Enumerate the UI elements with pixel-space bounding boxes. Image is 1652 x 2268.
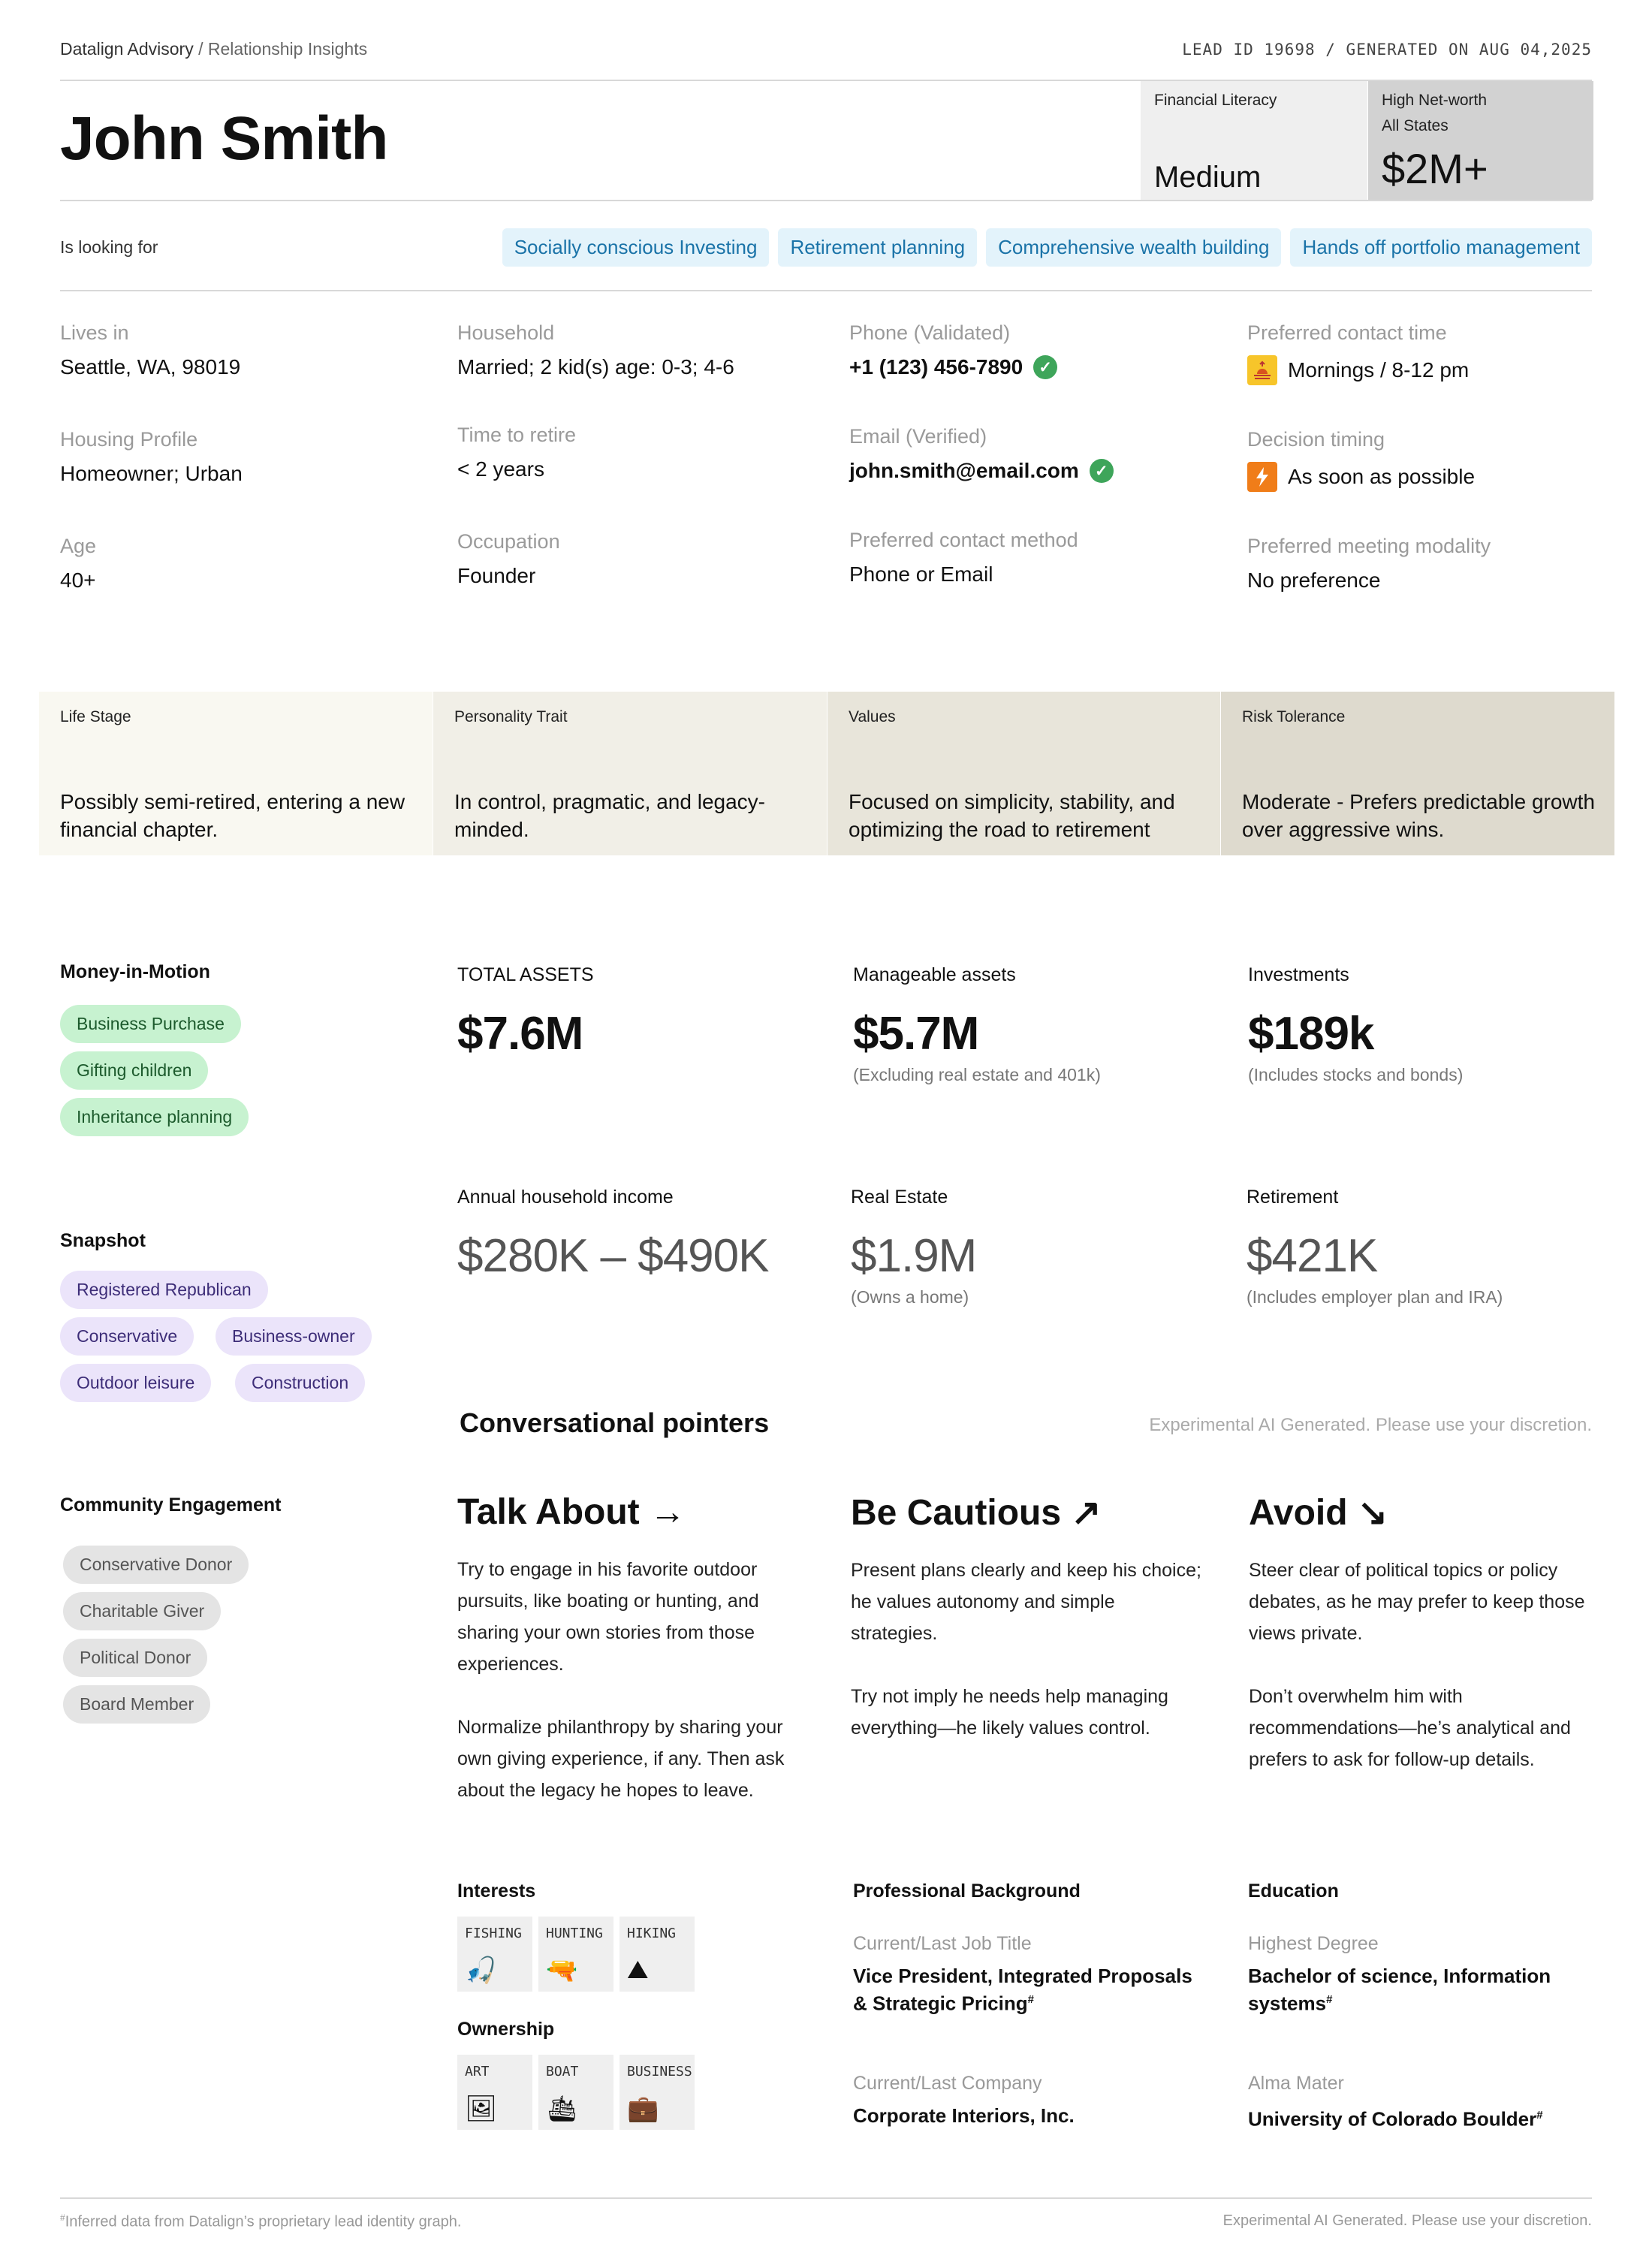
pointer-paragraph: Steer clear of political topics or policy debates, as he may prefer to keep those views private. xyxy=(1249,1560,1585,1644)
money-in-motion-title: Money-in-Motion xyxy=(60,961,210,982)
trait-text: In control, pragmatic, and legacy-minded. xyxy=(454,790,765,841)
goal-tag: Comprehensive wealth building xyxy=(986,228,1281,267)
alma-mater-field xyxy=(1248,2073,1563,2131)
interest-tile xyxy=(457,1917,532,1992)
housing-profile-field xyxy=(60,428,243,486)
water-gun-icon: 🔫 xyxy=(546,1956,578,1985)
brand-name: Datalign Advisory xyxy=(60,39,194,59)
trait-label: Risk Tolerance xyxy=(1242,708,1346,725)
values-card xyxy=(828,692,1220,855)
community-tag: Charitable Giver xyxy=(63,1592,221,1630)
field-value: University of Colorado Boulder xyxy=(1248,2107,1537,2131)
interests-title: Interests xyxy=(457,1880,536,1902)
stat-value: $7.6M xyxy=(457,1008,583,1060)
footer-divider xyxy=(60,2197,1592,2199)
footer-note xyxy=(60,2212,461,2231)
inferred-mark: # xyxy=(1536,2109,1543,2122)
real-estate-stat xyxy=(851,1187,976,1307)
framed-picture-icon: 🖼 xyxy=(465,2095,498,2123)
contact-time-row xyxy=(1247,355,1469,385)
risk-tolerance-card xyxy=(1221,692,1614,855)
ownership-title: Ownership xyxy=(457,2019,555,2040)
tile-label: FISHING xyxy=(465,1926,522,1941)
life-stage-card xyxy=(39,692,433,855)
financial-literacy-value: Medium xyxy=(1154,161,1262,194)
field-label: Current/Last Company xyxy=(853,2073,1042,2094)
money-in-motion-tag: Inheritance planning xyxy=(60,1098,249,1136)
manageable-assets-stat xyxy=(853,964,1101,1085)
snapshot-title: Snapshot xyxy=(60,1230,146,1251)
trait-text: Focused on simplicity, stability, and optimizing the road to retirement xyxy=(849,790,1175,841)
pointer-paragraph: Don’t overwhelm him with recommendations—he’s analytical and prefers to ask for follow-up details. xyxy=(1249,1686,1571,1770)
field-value: 40+ xyxy=(60,569,96,592)
field-label: Age xyxy=(60,535,97,557)
field-label: Current/Last Job Title xyxy=(853,1933,1032,1954)
education-title: Education xyxy=(1248,1880,1339,1902)
talk-about-heading xyxy=(457,1491,810,1533)
ownership-tile xyxy=(538,2055,613,2130)
name-divider xyxy=(60,200,1592,201)
household-field xyxy=(457,321,734,379)
field-value: Founder xyxy=(457,564,536,587)
pointer-paragraph: Try not imply he needs help managing everything—he likely values control. xyxy=(851,1686,1168,1739)
stat-label: Retirement xyxy=(1247,1187,1339,1208)
stat-note: (Includes stocks and bonds) xyxy=(1248,1065,1464,1084)
interest-tile xyxy=(538,1917,613,1992)
personality-trait-card xyxy=(433,692,827,855)
community-engagement-title: Community Engagement xyxy=(60,1494,282,1516)
stat-value: $280K – $490K xyxy=(457,1230,769,1282)
net-worth-value: $2M+ xyxy=(1382,145,1488,192)
arrow-right-icon: → xyxy=(650,1492,686,1532)
footer-disclaimer: Experimental AI Generated. Please use your discretion. xyxy=(1222,2212,1592,2229)
time-to-retire-field xyxy=(457,424,576,481)
field-value: Vice President, Integrated Proposals & Strategic Pricing xyxy=(853,1965,1192,2015)
field-value: Homeowner; Urban xyxy=(60,462,243,485)
stat-note: (Includes employer plan and IRA) xyxy=(1247,1287,1503,1307)
tile-label: HIKING xyxy=(627,1926,677,1941)
field-label: Time to retire xyxy=(457,424,577,446)
field-value: No preference xyxy=(1247,569,1381,592)
tile-label: HUNTING xyxy=(546,1926,603,1941)
field-label: Preferred contact time xyxy=(1247,321,1447,344)
stat-label: Manageable assets xyxy=(853,964,1016,985)
field-value: Phone or Email xyxy=(849,562,993,586)
stat-label: Annual household income xyxy=(457,1187,674,1208)
goals-divider xyxy=(60,290,1592,291)
field-value: Corporate Interiors, Inc. xyxy=(853,2104,1075,2127)
stat-value: $189k xyxy=(1248,1008,1374,1060)
financial-literacy-label: Financial Literacy xyxy=(1154,92,1277,109)
phone-number[interactable]: +1 (123) 456-7890 xyxy=(849,355,1023,379)
snapshot-tag: Business-owner xyxy=(216,1317,372,1356)
tile-label: ART xyxy=(465,2064,490,2080)
degree-row xyxy=(1248,1964,1563,2016)
avoid-heading xyxy=(1249,1491,1602,1534)
stat-value: $421K xyxy=(1247,1230,1378,1282)
field-value: Seattle, WA, 98019 xyxy=(60,355,241,379)
trait-text: Possibly semi-retired, entering a new financial chapter. xyxy=(60,790,405,841)
snapshot-tag: Conservative xyxy=(60,1317,194,1356)
heading-text: Talk About xyxy=(457,1492,640,1532)
lives-in-field xyxy=(60,321,240,379)
goal-tag: Socially conscious Investing xyxy=(502,228,770,267)
decision-timing-row xyxy=(1247,462,1475,492)
company-field xyxy=(853,2073,1198,2128)
stat-label: Investments xyxy=(1248,964,1349,985)
trait-text: Moderate - Prefers predictable growth over aggressive wins. xyxy=(1242,790,1595,841)
decision-timing-value: As soon as possible xyxy=(1288,465,1476,488)
age-field xyxy=(60,535,96,593)
net-worth-label: High Net-worth xyxy=(1382,92,1488,109)
lead-id: LEAD ID 19698 / GENERATED ON AUG 04,2025 xyxy=(1182,41,1592,59)
phone-field xyxy=(849,321,1057,379)
heading-text: Be Cautious xyxy=(851,1493,1062,1533)
ai-disclaimer: Experimental AI Generated. Please use your discretion. xyxy=(1149,1415,1592,1435)
email-value-row xyxy=(849,459,1114,483)
field-label: Lives in xyxy=(60,321,129,344)
decision-timing-field xyxy=(1247,428,1475,492)
trait-label: Life Stage xyxy=(60,708,131,725)
field-label: Alma Mater xyxy=(1248,2073,1344,2094)
looking-for-label: Is looking for xyxy=(60,237,158,257)
briefcase-icon: 💼 xyxy=(627,2095,659,2123)
goal-tag: Retirement planning xyxy=(778,228,977,267)
conversational-pointers-title: Conversational pointers xyxy=(460,1407,770,1438)
inferred-mark: # xyxy=(1326,1993,1333,2006)
field-label: Preferred contact method xyxy=(849,529,1078,551)
trait-label: Values xyxy=(849,708,896,725)
be-cautious-heading xyxy=(851,1491,1204,1534)
field-label: Decision timing xyxy=(1247,428,1385,451)
heading-text: Avoid xyxy=(1249,1493,1348,1533)
avoid-column xyxy=(1249,1491,1602,1775)
stat-value: $5.7M xyxy=(853,1008,979,1060)
retirement-stat xyxy=(1247,1187,1503,1307)
field-label: Preferred meeting modality xyxy=(1247,535,1491,557)
brand-breadcrumb xyxy=(60,39,367,59)
net-worth-region: All States xyxy=(1382,117,1449,134)
money-in-motion-tag: Gifting children xyxy=(60,1051,208,1090)
phone-value-row xyxy=(849,355,1057,379)
pointer-paragraph: Present plans clearly and keep his choice; he values autonomy and simple strategies. xyxy=(851,1560,1201,1644)
snapshot-tag: Outdoor leisure xyxy=(60,1364,211,1402)
inferred-mark: # xyxy=(60,2212,65,2223)
tile-label: BOAT xyxy=(546,2064,579,2080)
email-field xyxy=(849,425,1114,483)
money-in-motion-tag: Business Purchase xyxy=(60,1005,241,1043)
occupation-field xyxy=(457,530,560,588)
field-value: Bachelor of science, Information systems xyxy=(1248,1965,1551,2015)
alma-mater-row xyxy=(1248,2104,1563,2131)
contact-method-field xyxy=(849,529,1078,587)
mountain-icon: ⛰ xyxy=(627,1956,649,1984)
field-label: Housing Profile xyxy=(60,428,198,451)
talk-about-column xyxy=(457,1491,810,1806)
arrow-down-right-icon: ↘ xyxy=(1357,1493,1388,1533)
verified-check-icon: ✓ xyxy=(1090,459,1114,483)
interest-tile xyxy=(620,1917,695,1992)
community-tag: Political Donor xyxy=(63,1639,207,1677)
fishing-pole-icon: 🎣 xyxy=(465,1956,497,1985)
pointer-paragraph: Normalize philanthropy by sharing your own giving experience, if any. Then ask about the legacy he hopes to leave. xyxy=(457,1717,785,1801)
field-label: Phone (Validated) xyxy=(849,321,1011,344)
field-label: Email (Verified) xyxy=(849,425,987,448)
field-label: Occupation xyxy=(457,530,560,553)
ownership-tile xyxy=(457,2055,532,2130)
investments-stat xyxy=(1248,964,1463,1085)
household-income-stat xyxy=(457,1187,769,1283)
snapshot-tag: Construction xyxy=(235,1364,365,1402)
goal-tags xyxy=(502,228,1592,267)
ownership-tile xyxy=(620,2055,695,2130)
email-address[interactable]: john.smith@email.com xyxy=(849,459,1079,482)
stat-note: (Excluding real estate and 401k) xyxy=(853,1065,1101,1084)
contact-time-value: Mornings / 8-12 pm xyxy=(1288,358,1470,382)
net-worth-card xyxy=(1368,81,1593,200)
sunrise-icon xyxy=(1247,355,1277,385)
degree-field xyxy=(1248,1933,1563,2016)
be-cautious-column xyxy=(851,1491,1204,1744)
stat-value: $1.9M xyxy=(851,1230,977,1282)
field-value: < 2 years xyxy=(457,457,544,481)
stat-label: Real Estate xyxy=(851,1187,948,1208)
validated-check-icon: ✓ xyxy=(1033,355,1057,379)
inferred-mark: # xyxy=(1027,1993,1034,2006)
meeting-modality-field xyxy=(1247,535,1491,593)
trait-label: Personality Trait xyxy=(454,708,568,725)
pointer-paragraph: Try to engage in his favorite outdoor pursuits, like boating or hunting, and sharing your own stories from those experiences. xyxy=(457,1559,759,1675)
community-tag: Conservative Donor xyxy=(63,1546,249,1584)
goal-tag: Hands off portfolio management xyxy=(1290,228,1592,267)
job-title-field xyxy=(853,1933,1198,2016)
professional-background-title: Professional Background xyxy=(853,1880,1081,1902)
footer-note-text: Inferred data from Datalign’s proprietary lead identity graph. xyxy=(65,2213,462,2230)
snapshot-tag: Registered Republican xyxy=(60,1271,268,1309)
financial-literacy-card xyxy=(1141,81,1367,200)
stat-note: (Owns a home) xyxy=(851,1287,969,1307)
job-title-row xyxy=(853,1964,1198,2016)
tile-label: BUSINESS xyxy=(627,2064,692,2080)
client-name: John Smith xyxy=(60,104,388,173)
field-label: Highest Degree xyxy=(1248,1933,1379,1954)
arrow-up-right-icon: ↗ xyxy=(1071,1493,1102,1533)
community-tag: Board Member xyxy=(63,1685,210,1724)
total-assets-stat xyxy=(457,964,594,1060)
contact-time-field xyxy=(1247,321,1469,385)
lightning-icon xyxy=(1247,462,1277,492)
brand-section: / Relationship Insights xyxy=(198,39,368,59)
ship-icon: 🛳 xyxy=(546,2095,579,2123)
stat-label: TOTAL ASSETS xyxy=(457,964,594,985)
field-label: Household xyxy=(457,321,555,344)
field-value: Married; 2 kid(s) age: 0-3; 4-6 xyxy=(457,355,734,379)
